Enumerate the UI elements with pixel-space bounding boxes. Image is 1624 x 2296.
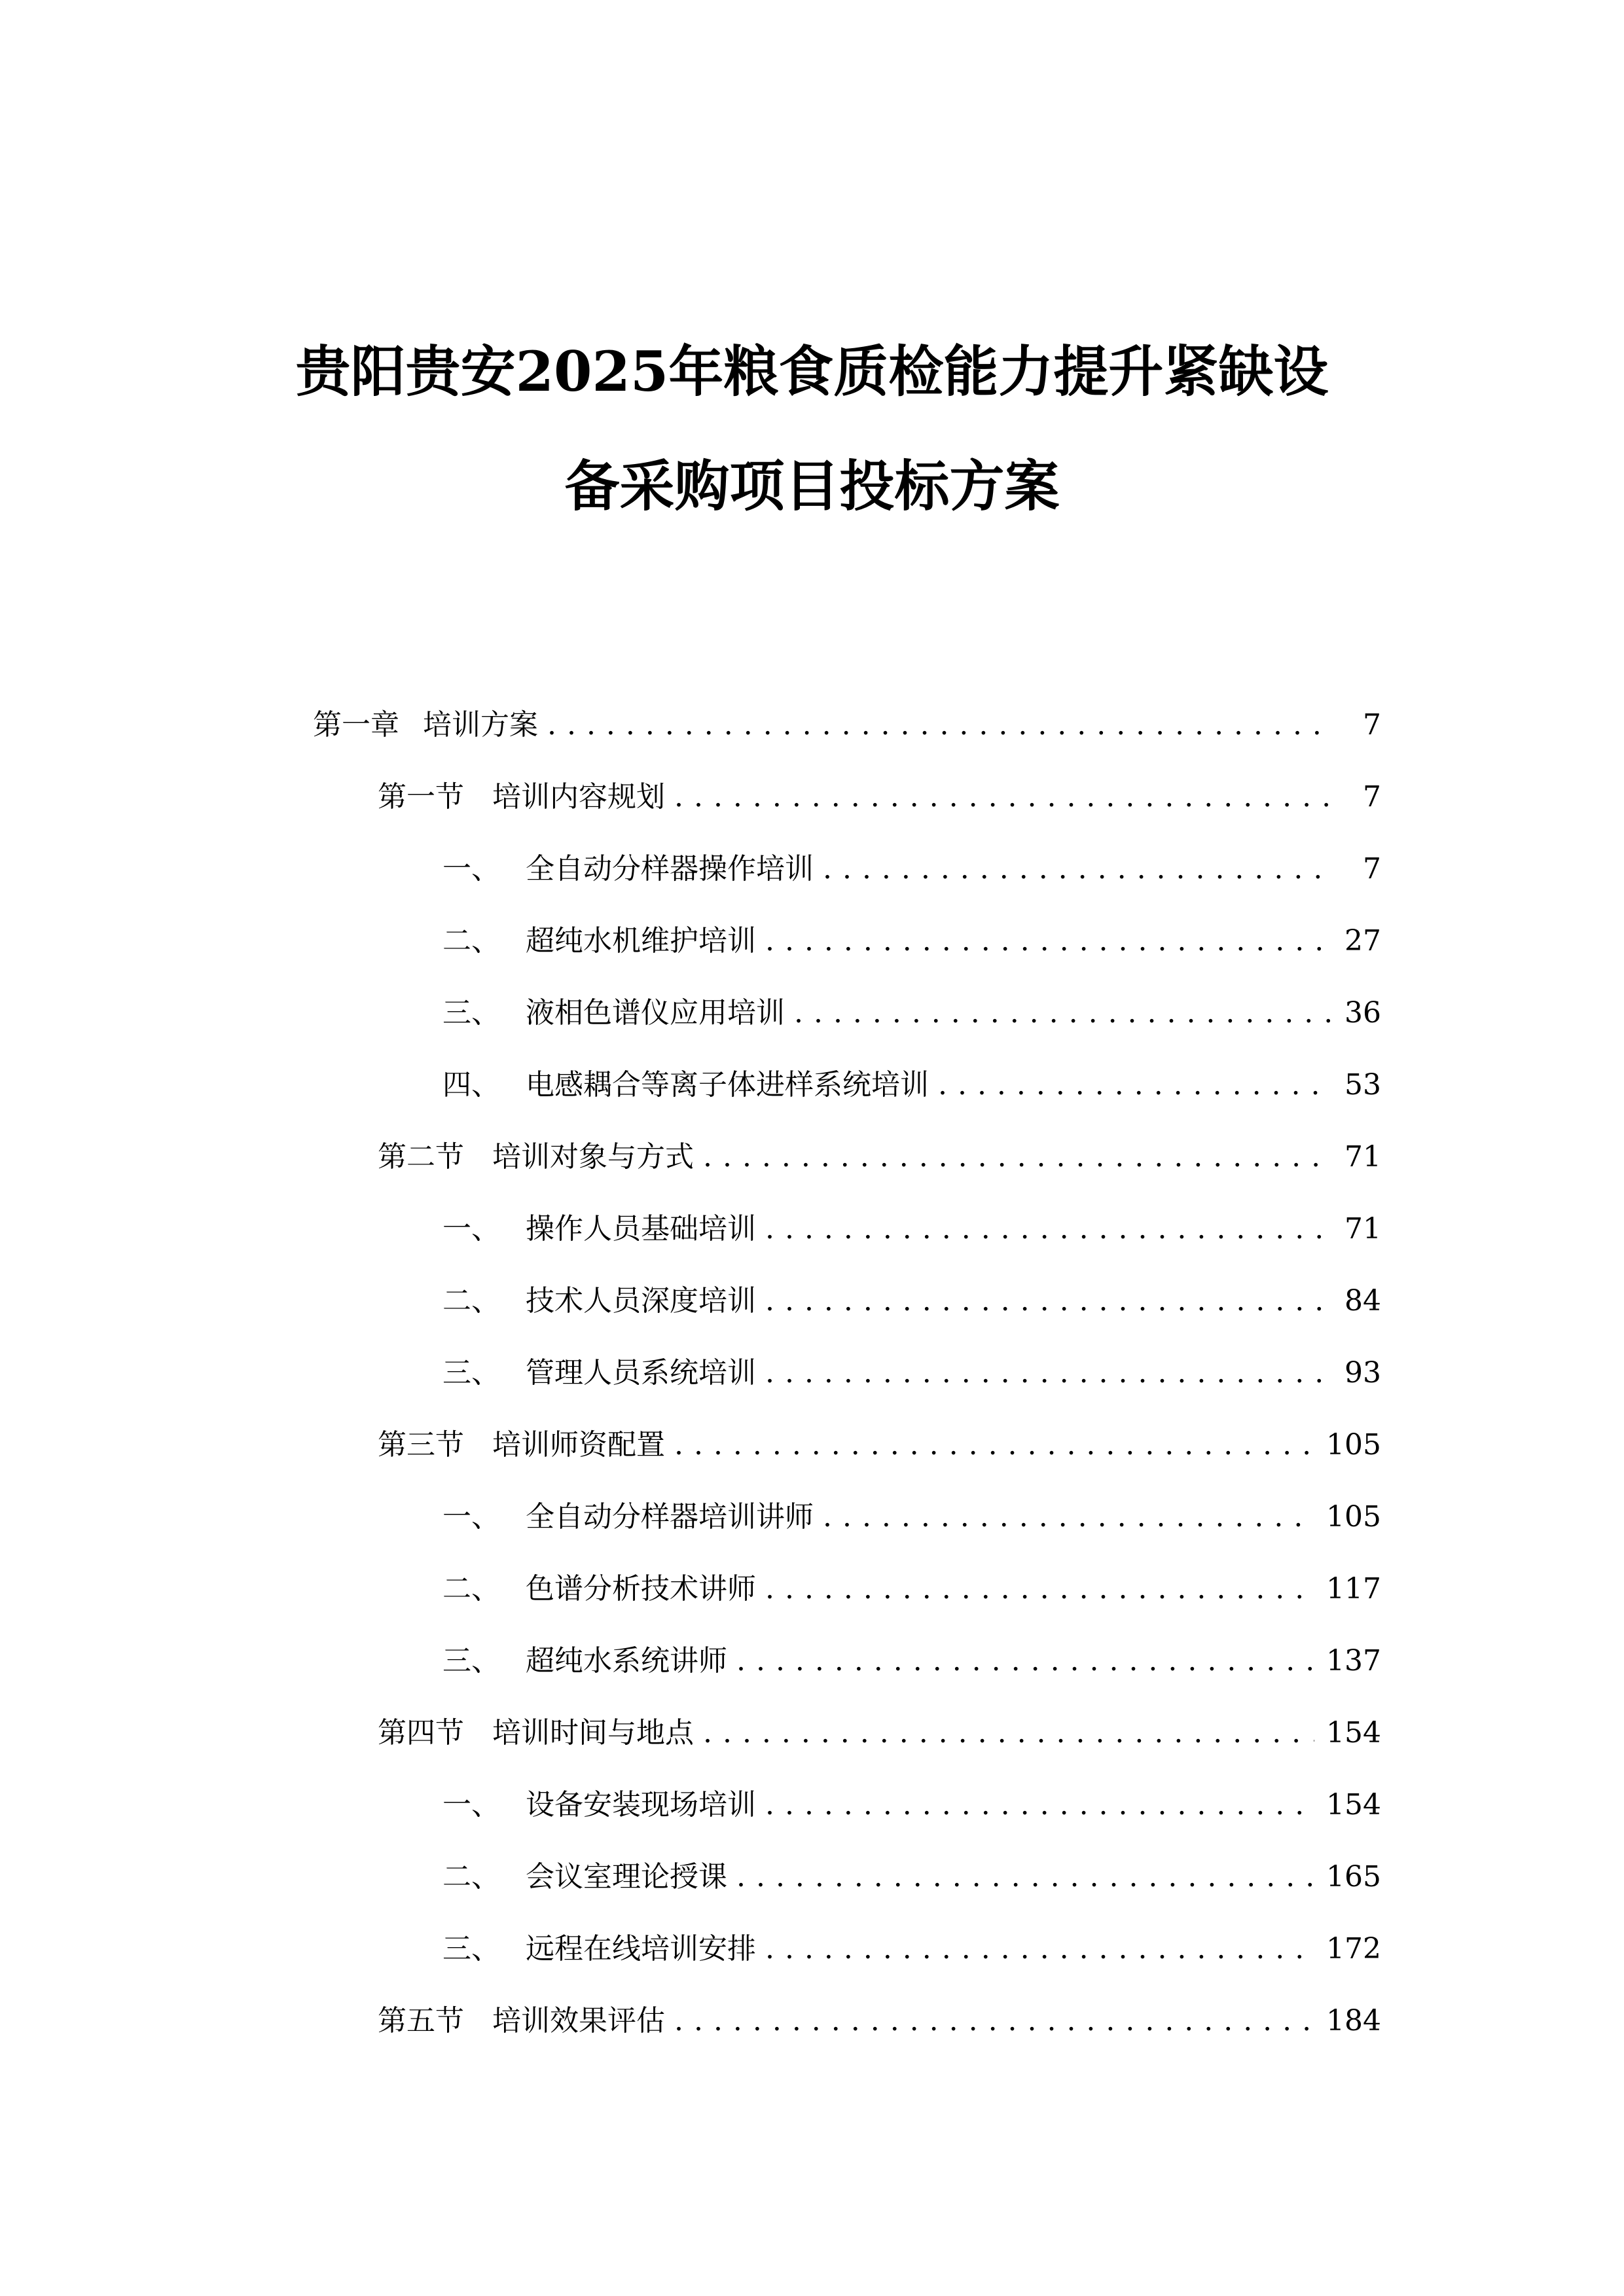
toc-entry-section-3[interactable]	[378, 1426, 1381, 1465]
toc-entry-page: 105	[1326, 1428, 1381, 1462]
toc-dot-leader	[674, 2001, 1314, 2041]
toc-dot-leader	[703, 1138, 1330, 1177]
toc-entry-item[interactable]	[442, 994, 1381, 1033]
toc-entry-item[interactable]	[442, 1570, 1381, 1609]
toc-entry-section-1[interactable]	[378, 778, 1381, 817]
toc-dot-leader	[765, 1929, 1314, 1969]
toc-entry-number: 二、	[442, 1860, 500, 1893]
toc-entry-page: 172	[1326, 1932, 1381, 1965]
toc-entry-label: 培训时间与地点	[492, 1716, 694, 1749]
toc-entry-item[interactable]	[442, 850, 1381, 889]
toc-entry-page: 36	[1344, 996, 1381, 1030]
toc-entry-item[interactable]	[442, 1282, 1381, 1321]
toc-entry-item[interactable]	[442, 1354, 1381, 1393]
toc-dot-leader	[823, 850, 1330, 889]
toc-entry-label: 操作人员基础培训	[526, 1212, 756, 1246]
toc-entry-page: 7	[1363, 780, 1381, 814]
toc-entry-item[interactable]	[442, 1641, 1381, 1681]
toc-entry-page: 71	[1344, 1212, 1381, 1246]
toc-entry-item[interactable]	[442, 1785, 1381, 1825]
toc-entry-section-2[interactable]	[378, 1138, 1381, 1177]
toc-entry-page: 105	[1326, 1500, 1381, 1534]
toc-entry-page: 53	[1344, 1068, 1381, 1102]
toc-entry-item[interactable]	[442, 1929, 1381, 1969]
toc-entry-section-4[interactable]	[378, 1713, 1381, 1753]
toc-entry-label: 超纯水系统讲师	[526, 1644, 727, 1677]
toc-entry-number: 三、	[442, 1356, 500, 1390]
toc-entry-page: 93	[1344, 1356, 1381, 1390]
toc-entry-label: 超纯水机维护培训	[526, 924, 756, 958]
toc-entry-number: 一、	[442, 1500, 500, 1534]
toc-entry-number: 第一节	[378, 780, 464, 814]
toc-dot-leader	[765, 1570, 1314, 1609]
toc-dot-leader	[674, 778, 1330, 817]
toc-dot-leader	[674, 1426, 1314, 1465]
toc-entry-section-5[interactable]	[378, 2001, 1381, 2041]
toc-entry-item[interactable]	[442, 1857, 1381, 1897]
toc-entry-page: 117	[1326, 1572, 1381, 1605]
toc-entry-label: 设备安装现场培训	[526, 1788, 756, 1821]
toc-entry-number: 二、	[442, 1284, 500, 1318]
toc-entry-page: 165	[1326, 1860, 1381, 1893]
toc-entry-number: 三、	[442, 1644, 500, 1677]
toc-entry-label: 培训对象与方式	[492, 1140, 694, 1174]
toc-entry-item[interactable]	[442, 1066, 1381, 1105]
toc-dot-leader	[765, 922, 1330, 961]
toc-dot-leader	[765, 1282, 1330, 1321]
toc-entry-number: 一、	[442, 1212, 500, 1246]
toc-dot-leader	[703, 1713, 1314, 1753]
toc-entry-number: 二、	[442, 924, 500, 958]
toc-entry-number: 三、	[442, 996, 500, 1030]
toc-dot-leader	[736, 1641, 1314, 1681]
toc-entry-number: 四、	[442, 1068, 500, 1102]
toc-entry-page: 84	[1344, 1284, 1381, 1318]
toc-entry-label: 培训方案	[423, 708, 538, 742]
toc-entry-page: 7	[1363, 708, 1381, 742]
toc-entry-number: 第二节	[378, 1140, 464, 1174]
toc-dot-leader	[765, 1354, 1330, 1393]
toc-entry-label: 培训师资配置	[492, 1428, 665, 1462]
toc-dot-leader	[938, 1066, 1330, 1105]
toc-entry-page: 71	[1344, 1140, 1381, 1174]
toc-entry-label: 全自动分样器操作培训	[526, 852, 814, 886]
toc-entry-label: 色谱分析技术讲师	[526, 1572, 756, 1605]
toc-entry-chapter-1[interactable]	[313, 706, 1381, 745]
toc-entry-label: 全自动分样器培训讲师	[526, 1500, 814, 1534]
toc-entry-label: 培训效果评估	[492, 2004, 665, 2037]
document-title-line-2: 备采购项目投标方案	[564, 454, 1060, 518]
toc-dot-leader	[823, 1498, 1314, 1537]
toc-entry-page: 7	[1363, 852, 1381, 886]
toc-entry-label: 技术人员深度培训	[526, 1284, 756, 1318]
toc-entry-label: 远程在线培训安排	[526, 1932, 756, 1965]
toc-entry-label: 管理人员系统培训	[526, 1356, 756, 1390]
toc-entry-item[interactable]	[442, 922, 1381, 961]
toc-entry-page: 154	[1326, 1716, 1381, 1749]
toc-entry-item[interactable]	[442, 1498, 1381, 1537]
toc-entry-page: 184	[1326, 2004, 1381, 2037]
document-title-line-1: 贵阳贵安2025年粮食质检能力提升紧缺设	[295, 339, 1329, 404]
toc-entry-number: 第五节	[378, 2004, 464, 2037]
toc-entry-number: 一、	[442, 852, 500, 886]
toc-entry-label: 会议室理论授课	[526, 1860, 727, 1893]
toc-dot-leader	[547, 706, 1330, 745]
toc-entry-label: 培训内容规划	[492, 780, 665, 814]
toc-entry-item[interactable]	[442, 1210, 1381, 1249]
toc-entry-number: 二、	[442, 1572, 500, 1605]
toc-entry-label: 液相色谱仪应用培训	[526, 996, 785, 1030]
toc-dot-leader	[765, 1210, 1330, 1249]
toc-dot-leader	[794, 994, 1330, 1033]
toc-entry-label: 电感耦合等离子体进样系统培训	[526, 1068, 929, 1102]
toc-entry-page: 27	[1344, 924, 1381, 958]
toc-entry-number: 第一章	[313, 708, 399, 742]
toc-dot-leader	[736, 1857, 1314, 1897]
toc-entry-number: 一、	[442, 1788, 500, 1821]
toc-entry-number: 第三节	[378, 1428, 464, 1462]
toc-entry-page: 137	[1326, 1644, 1381, 1677]
toc-entry-number: 三、	[442, 1932, 500, 1965]
toc-entry-page: 154	[1326, 1788, 1381, 1821]
toc-entry-number: 第四节	[378, 1716, 464, 1749]
toc-dot-leader	[765, 1785, 1314, 1825]
